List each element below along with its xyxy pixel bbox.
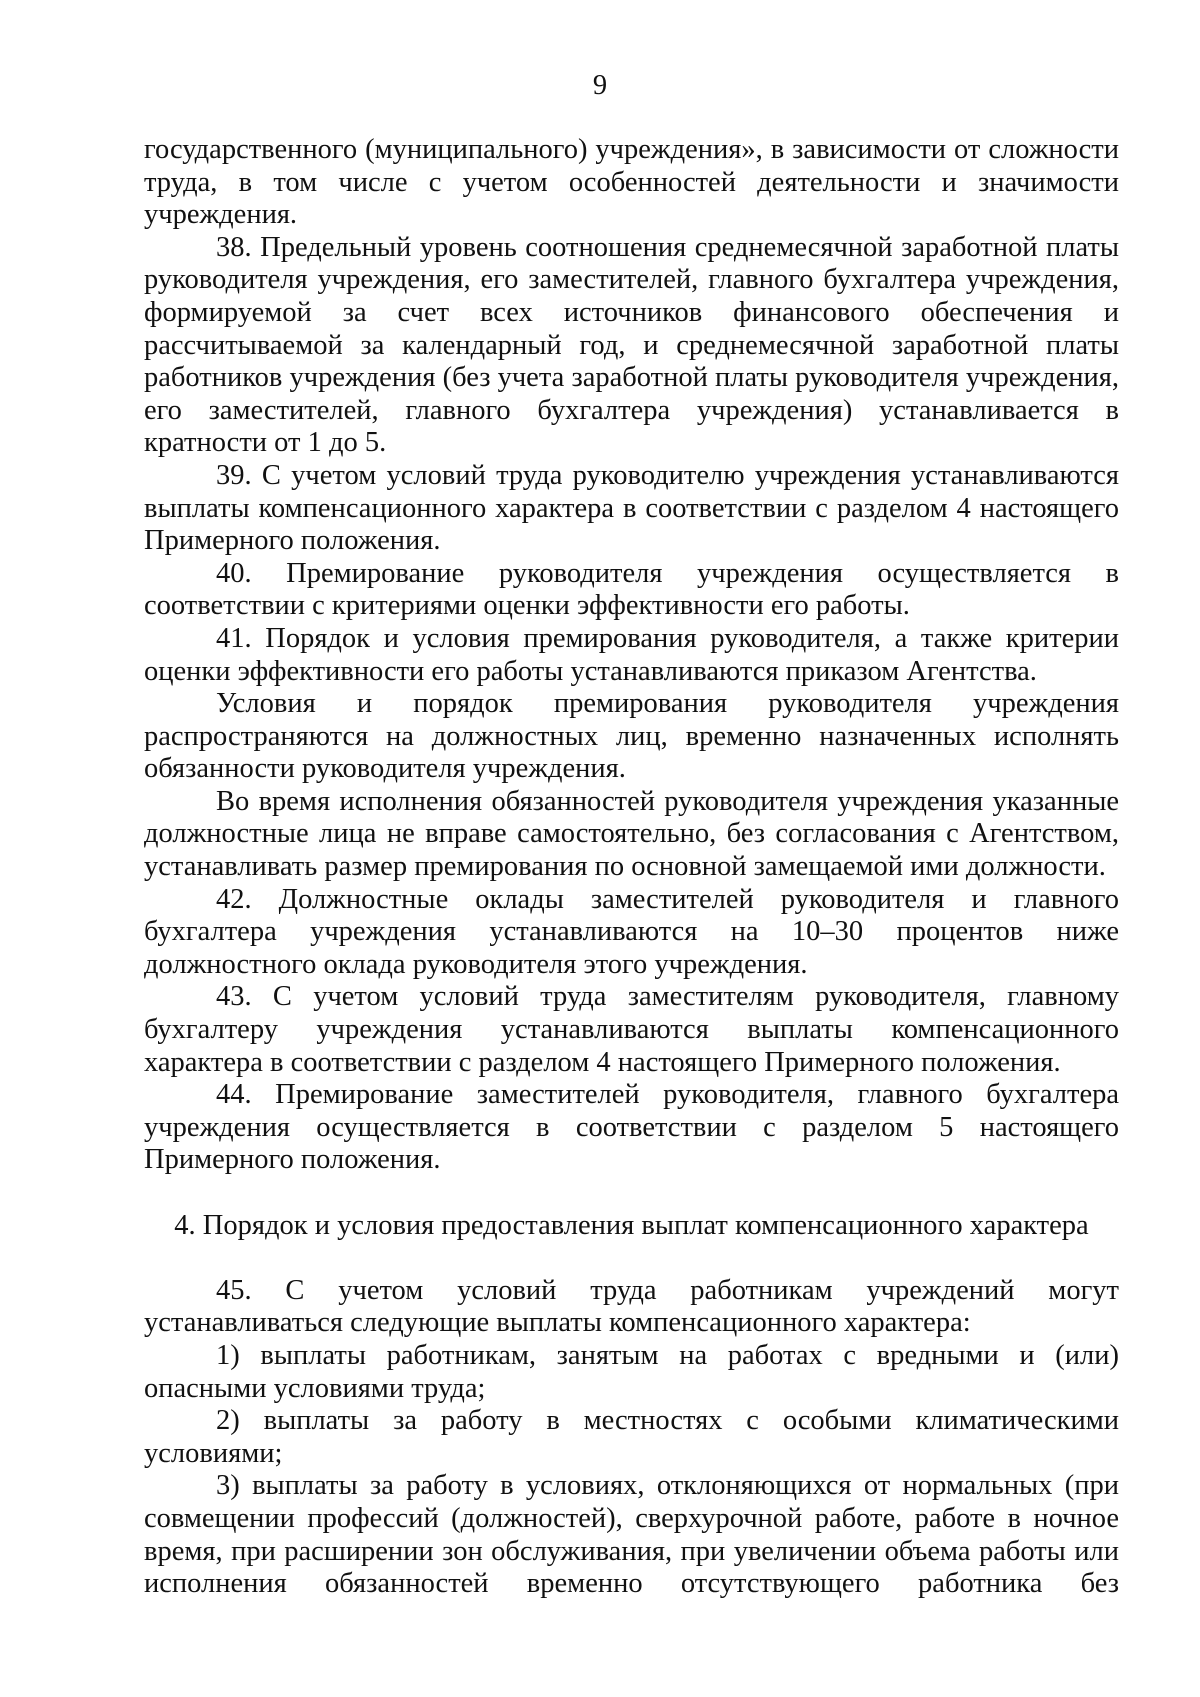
paragraph-44: 44. Премирование заместителей руководителя, главного бухгалтера учреждения осуществляется в соответствии с разделом 5 настоящего Примерного положения. <box>144 1079 1119 1176</box>
page-number: 9 <box>592 70 608 101</box>
list-item-3: 3) выплаты за работу в условиях, отклоняющихся от нормальных (при совмещении профессий (должностей), сверхурочной работе, работе в ночное время, при расширении зон обслуживания, при увеличении объема работы или исполнения обязанностей временно отсутствующего работника без <box>144 1470 1119 1600</box>
paragraph-38: 38. Предельный уровень соотношения среднемесячной заработной платы руководителя учреждения, его заместителей, главного бухгалтера учреждения, формируемой за счет всех источников финансового обеспечения и рассчитываемой за календарный год, и среднемесячной заработной платы работников учреждения (без учета заработной платы руководителя учреждения, его заместителей, главного бухгалтера учреждения) устанавливается в кратности от 1 до 5. <box>144 231 1119 459</box>
paragraph-41-conditions: Условия и порядок премирования руководителя учреждения распространяются на должностных лиц, временно назначенных исполнять обязанности руководителя учреждения. <box>144 688 1119 785</box>
paragraph-45: 45. С учетом условий труда работникам учреждений могут устанавливаться следующие выплаты компенсационного характера: <box>144 1274 1119 1339</box>
paragraph-43: 43. С учетом условий труда заместителям руководителя, главному бухгалтеру учреждения устанавливаются выплаты компенсационного характера в соответствии с разделом 4 настоящего Примерного положения. <box>144 981 1119 1078</box>
paragraph-41: 41. Порядок и условия премирования руководителя, а также критерии оценки эффективности его работы устанавливаются приказом Агентства. <box>144 622 1119 687</box>
paragraph-39: 39. С учетом условий труда руководителю учреждения устанавливаются выплаты компенсационного характера в соответствии с разделом 4 настоящего Примерного положения. <box>144 459 1119 557</box>
paragraph-40: 40. Премирование руководителя учреждения осуществляется в соответствии с критериями оценки эффективности его работы. <box>144 557 1119 622</box>
paragraph-41-duties: Во время исполнения обязанностей руководителя учреждения указанные должностные лица не вправе самостоятельно, без согласования с Агентством, устанавливать размер премирования по основной замещаемой ими должности. <box>144 785 1119 883</box>
paragraph-42: 42. Должностные оклады заместителей руководителя и главного бухгалтера учреждения устанавливаются на 10–30 процентов ниже должностного оклада руководителя этого учреждения. <box>144 883 1119 980</box>
paragraph-continuation: государственного (муниципального) учреждения», в зависимости от сложности труда, в том числе с учетом особенностей деятельности и значимости учреждения. <box>144 134 1119 231</box>
document-body <box>144 134 1119 1601</box>
section-heading: 4. Порядок и условия предоставления выплат компенсационного характера <box>174 1209 1089 1241</box>
list-item-1: 1) выплаты работникам, занятым на работах с вредными и (или) опасными условиями труда; <box>144 1339 1119 1404</box>
list-item-2: 2) выплаты за работу в местностях с особыми климатическими условиями; <box>144 1405 1119 1469</box>
